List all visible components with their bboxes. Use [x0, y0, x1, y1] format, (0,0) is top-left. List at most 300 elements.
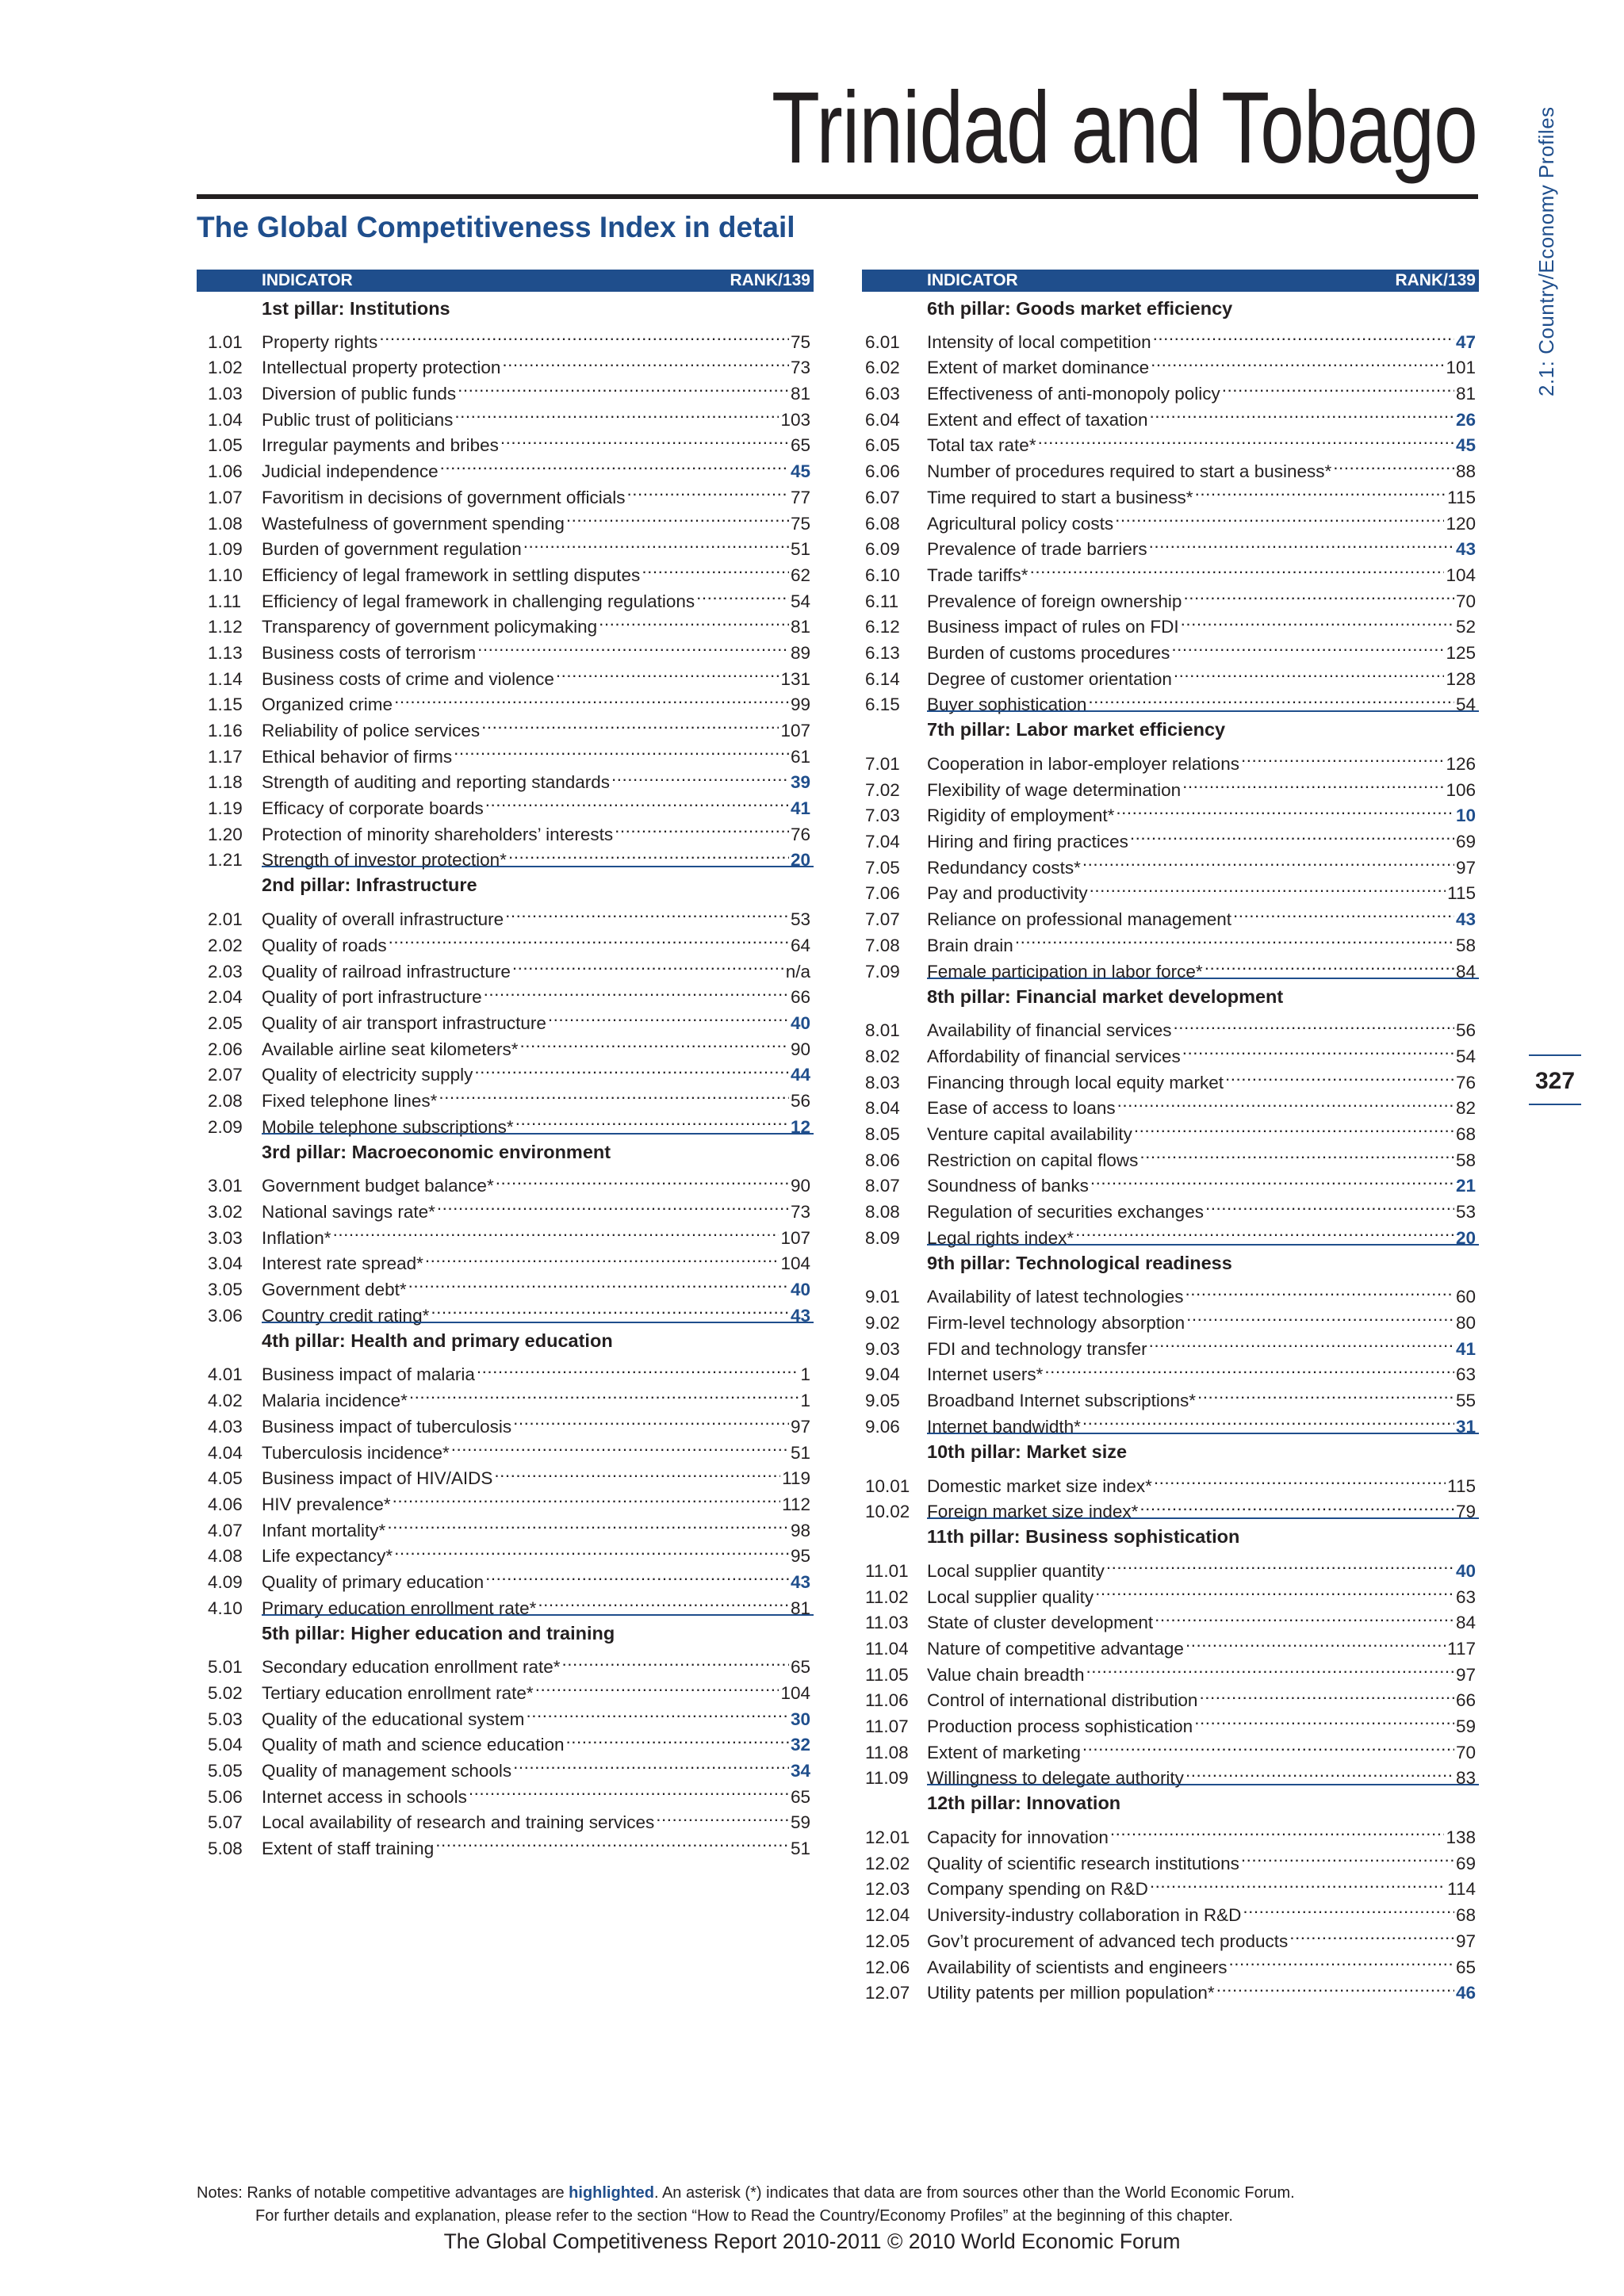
right-pillars [862, 292, 1479, 2003]
indicator-label: National savings rate* [262, 1202, 435, 1222]
indicator-label: Total tax rate* [927, 435, 1036, 456]
indicator-code: 6.13 [865, 642, 900, 663]
indicator-code: 9.03 [865, 1338, 900, 1359]
indicator-label: Quality of math and science education [262, 1735, 565, 1755]
indicator-code: 7.05 [865, 857, 900, 878]
pillar-section [208, 1133, 814, 1326]
indicator-rank: 65 [790, 435, 810, 456]
dot-leader [1115, 503, 1444, 530]
indicator-code: 8.07 [865, 1176, 900, 1196]
indicator-code: 6.06 [865, 461, 900, 482]
indicator-row [862, 1277, 1479, 1307]
indicator-code: 7.07 [865, 909, 900, 930]
indicator-label: Time required to start a business* [927, 487, 1193, 507]
pillar-title: 9th pillar: Technological readiness [927, 1252, 1232, 1273]
indicator-rank-highlighted: 12 [790, 1116, 810, 1137]
dot-leader [1185, 1628, 1446, 1655]
indicator-rank: 53 [1455, 1202, 1476, 1222]
title-rule [197, 194, 1478, 199]
indicator-rank: 106 [1446, 779, 1476, 800]
indicator-label: Internet users* [927, 1364, 1044, 1385]
indicator-code: 1.09 [208, 539, 243, 560]
indicator-label: Pay and productivity [927, 883, 1088, 904]
dot-leader [1154, 1466, 1446, 1492]
indicator-label: Diversion of public funds [262, 384, 457, 404]
indicator-rank-highlighted: 43 [1455, 539, 1476, 560]
dot-leader [1086, 1655, 1454, 1681]
indicator-rank-highlighted: 40 [790, 1012, 810, 1033]
page-number-rule-bottom [1529, 1104, 1581, 1105]
indicator-rank: 107 [780, 1227, 810, 1248]
indicator-code: 9.05 [865, 1391, 900, 1411]
indicator-label: Firm-level technology absorption [927, 1313, 1185, 1334]
indicator-label: Available airline seat kilometers* [262, 1039, 519, 1059]
indicator-code: 8.01 [865, 1020, 900, 1041]
indicator-label: Quality of overall infrastructure [262, 909, 504, 930]
indicator-label: Extent and effect of taxation [927, 409, 1148, 430]
indicator-rank: 101 [1446, 358, 1476, 378]
indicator-code: 6.11 [865, 591, 899, 611]
dot-leader [599, 607, 789, 633]
indicator-label: Government budget balance* [262, 1176, 494, 1196]
indicator-rank: 1 [800, 1391, 810, 1411]
indicator-code: 12.02 [865, 1853, 910, 1873]
indicator-label: State of cluster development [927, 1613, 1154, 1633]
dot-leader [1088, 685, 1454, 711]
notes [197, 2182, 1295, 2228]
indicator-row [862, 1817, 1479, 1848]
indicator-code: 6.03 [865, 384, 900, 404]
dot-leader [561, 1647, 788, 1674]
indicator-rank-highlighted: 20 [790, 850, 810, 871]
indicator-rank: 65 [790, 1657, 810, 1678]
indicator-rank: 119 [782, 1468, 810, 1489]
indicator-code: 1.17 [208, 746, 243, 767]
indicator-rank: 138 [1446, 1827, 1476, 1848]
page-number: 327 [1534, 1068, 1576, 1094]
indicator-label: Protection of minority shareholders’ interests [262, 824, 614, 844]
indicator-code: 1.14 [208, 668, 243, 689]
dot-leader [454, 400, 779, 426]
indicator-label: Quality of air transport infrastructure [262, 1012, 546, 1033]
indicator-rank: 75 [790, 513, 810, 534]
indicator-rank: 68 [1455, 1905, 1476, 1926]
pillar-title: 4th pillar: Health and primary education [262, 1330, 613, 1351]
indicator-rank: 97 [1455, 1664, 1476, 1685]
dot-leader [502, 348, 789, 374]
indicator-code: 9.04 [865, 1364, 900, 1385]
indicator-rank: 115 [1447, 1475, 1476, 1496]
dot-leader [1171, 633, 1444, 659]
indicator-label: Government debt* [262, 1280, 407, 1300]
indicator-label: Brain drain [927, 935, 1013, 955]
indicator-code: 8.09 [865, 1227, 900, 1248]
indicator-rank: 98 [790, 1520, 810, 1540]
indicator-code: 6.09 [865, 539, 900, 560]
indicator-rank: 66 [790, 987, 810, 1008]
dot-leader [408, 1269, 789, 1295]
indicator-code: 6.15 [865, 695, 900, 715]
indicator-label: Female participation in labor force* [927, 961, 1203, 982]
indicator-label: Life expectancy* [262, 1546, 393, 1567]
indicator-label: Reliability of police services [262, 721, 481, 740]
indicator-label: Efficiency of legal framework in challenging regulations [262, 591, 695, 611]
indicator-rank: 51 [790, 539, 810, 560]
pillar-section [865, 1244, 1479, 1437]
indicator-code: 2.02 [208, 935, 243, 955]
indicator-label: Fixed telephone lines* [262, 1090, 438, 1111]
indicator-rank: 126 [1446, 754, 1476, 774]
indicator-rank: 125 [1446, 642, 1476, 663]
indicator-label: Regulation of securities exchanges [927, 1202, 1204, 1222]
dot-leader [333, 1218, 779, 1244]
pillar-title: 6th pillar: Goods market efficiency [927, 298, 1233, 319]
indicator-label: Control of international distribution [927, 1690, 1198, 1711]
dot-leader [1173, 1011, 1454, 1037]
indicator-label: HIV prevalence* [262, 1494, 391, 1514]
indicator-label: Tertiary education enrollment rate* [262, 1683, 534, 1703]
indicator-code: 10.02 [865, 1502, 910, 1522]
indicator-code: 1.12 [208, 617, 243, 637]
indicator-label: Inflation* [262, 1227, 331, 1248]
indicator-header: INDICATOR [927, 271, 1018, 289]
indicator-code: 2.07 [208, 1065, 243, 1085]
indicator-code: 2.06 [208, 1039, 243, 1059]
dot-leader [1243, 1895, 1454, 1921]
indicator-code: 8.06 [865, 1150, 900, 1170]
indicator-code: 11.07 [865, 1716, 909, 1736]
indicator-code: 3.06 [208, 1305, 243, 1326]
indicator-label: Business costs of crime and violence [262, 668, 554, 689]
dot-leader [1185, 1277, 1454, 1303]
dot-leader [508, 840, 789, 867]
indicator-code: 5.01 [208, 1657, 243, 1678]
dot-leader [477, 1355, 799, 1381]
indicator-code: 6.10 [865, 564, 900, 585]
indicator-code: 4.02 [208, 1391, 243, 1411]
dot-leader [523, 530, 789, 556]
indicator-label: Internet bandwidth* [927, 1416, 1081, 1437]
indicator-label: Extent of marketing [927, 1742, 1081, 1762]
indicator-label: Irregular payments and bribes [262, 435, 499, 456]
indicator-label: Property rights [262, 331, 378, 352]
indicator-label: Infant mortality* [262, 1520, 386, 1540]
indicator-code: 12.03 [865, 1879, 910, 1900]
indicator-label: Affordability of financial services [927, 1046, 1181, 1066]
dot-leader [642, 555, 789, 581]
indicator-label: Foreign market size index* [927, 1502, 1139, 1522]
indicator-rank-highlighted: 10 [1455, 806, 1476, 826]
indicator-label: Secondary education enrollment rate* [262, 1657, 561, 1678]
indicator-label: Quality of railroad infrastructure [262, 961, 511, 982]
indicator-rank: 69 [1455, 832, 1476, 852]
indicator-rank: 128 [1446, 668, 1476, 689]
column-header [862, 270, 1479, 292]
indicator-label: Strength of investor protection* [262, 850, 507, 871]
dot-leader [566, 503, 789, 530]
indicator-rank: 56 [790, 1090, 810, 1111]
dot-leader [393, 1484, 781, 1510]
indicator-code: 2.08 [208, 1090, 243, 1111]
dot-leader [379, 322, 789, 348]
indicator-code: 2.09 [208, 1116, 243, 1137]
indicator-code: 5.04 [208, 1735, 243, 1755]
indicator-code: 8.05 [865, 1123, 900, 1144]
indicator-label: Efficacy of corporate boards [262, 798, 484, 819]
indicator-label: Rigidity of employment* [927, 806, 1115, 826]
indicator-label: Business impact of malaria [262, 1364, 475, 1385]
indicator-label: Public trust of politicians [262, 409, 454, 430]
indicator-code: 3.02 [208, 1202, 243, 1222]
notes-highlight-word: highlighted [569, 2184, 654, 2202]
indicator-rank: 114 [1447, 1879, 1476, 1900]
dot-leader [513, 1406, 789, 1433]
indicator-rank: 65 [1455, 1957, 1476, 1977]
indicator-rank: 70 [1455, 1742, 1476, 1762]
indicator-code: 1.01 [208, 331, 243, 352]
dot-leader [1225, 1062, 1454, 1089]
indicator-rank: 65 [790, 1786, 810, 1807]
indicator-label: Business impact of rules on FDI [927, 617, 1179, 637]
indicator-label: Business impact of HIV/AIDS [262, 1468, 493, 1489]
indicator-label: Local availability of research and training services [262, 1812, 655, 1833]
indicator-label: Ease of access to loans [927, 1098, 1116, 1119]
dot-leader [1116, 796, 1454, 822]
dot-leader [515, 1107, 789, 1133]
dot-leader [425, 1244, 779, 1270]
indicator-label: Efficiency of legal framework in settling disputes [262, 564, 641, 585]
indicator-rank: 81 [790, 1598, 810, 1618]
indicator-code: 1.05 [208, 435, 243, 456]
indicator-label: Willingness to delegate authority [927, 1768, 1184, 1789]
indicator-code: 5.03 [208, 1709, 243, 1729]
indicator-code: 6.02 [865, 358, 900, 378]
indicator-label: University-industry collaboration in R&D [927, 1905, 1242, 1926]
indicator-rank: 51 [790, 1442, 810, 1463]
indicator-rank: 63 [1455, 1586, 1476, 1607]
indicator-code: 11.05 [865, 1664, 909, 1685]
indicator-label: Broadband Internet subscriptions* [927, 1391, 1196, 1411]
indicator-code: 1.10 [208, 564, 243, 585]
indicator-label: Restriction on capital flows [927, 1150, 1139, 1170]
indicator-code: 2.05 [208, 1012, 243, 1033]
dot-leader [1150, 1869, 1446, 1896]
indicator-label: Domestic market size index* [927, 1475, 1152, 1496]
indicator-row [197, 1166, 814, 1196]
indicator-label: Production process sophistication [927, 1716, 1193, 1736]
dot-leader [1106, 1551, 1454, 1577]
pillar-section [197, 292, 814, 871]
indicator-label: Internet access in schools [262, 1786, 467, 1807]
indicator-rank: 131 [780, 668, 810, 689]
indicator-code: 6.12 [865, 617, 900, 637]
indicator-code: 4.05 [208, 1468, 243, 1489]
dot-leader [439, 1081, 789, 1107]
indicator-code: 1.13 [208, 642, 243, 663]
indicator-rank: 58 [1455, 1150, 1476, 1170]
indicator-code: 5.05 [208, 1761, 243, 1781]
dot-leader [1139, 1140, 1454, 1166]
dot-leader [538, 1588, 789, 1614]
rank-header: RANK/139 [730, 271, 810, 289]
indicator-rank: 82 [1455, 1098, 1476, 1119]
dot-leader [1075, 1218, 1454, 1244]
indicator-rank: 63 [1455, 1364, 1476, 1385]
dot-leader [481, 710, 779, 737]
indicator-code: 6.07 [865, 487, 900, 507]
indicator-rank: 55 [1455, 1391, 1476, 1411]
indicator-label: Malaria incidence* [262, 1391, 408, 1411]
indicator-rank: 54 [1455, 695, 1476, 715]
indicator-rank: 104 [780, 1683, 810, 1703]
indicator-code: 11.06 [865, 1690, 909, 1711]
dot-leader [1205, 951, 1454, 978]
indicator-rank-highlighted: 41 [790, 798, 810, 819]
indicator-code: 6.01 [865, 331, 900, 352]
indicator-code: 8.03 [865, 1072, 900, 1093]
indicator-rank-highlighted: 39 [790, 772, 810, 793]
dot-leader [1082, 848, 1454, 874]
dot-leader [474, 1055, 789, 1081]
dot-leader [656, 1803, 789, 1829]
indicator-label: Quality of management schools [262, 1761, 512, 1781]
indicator-rank: 70 [1455, 591, 1476, 611]
dot-leader [1197, 1380, 1454, 1406]
dot-leader [1333, 451, 1454, 477]
section-sidebar [1534, 95, 1566, 396]
indicator-code: 1.21 [208, 850, 243, 871]
indicator-label: Tuberculosis incidence* [262, 1442, 450, 1463]
indicator-label: Quality of port infrastructure [262, 987, 482, 1008]
dot-leader [1090, 874, 1446, 900]
indicator-code: 6.05 [865, 435, 900, 456]
country-title: Trinidad and Tobago [772, 71, 1477, 185]
indicator-code: 5.06 [208, 1786, 243, 1807]
indicator-code: 1.08 [208, 513, 243, 534]
indicator-code: 11.03 [865, 1613, 909, 1633]
pillar-section [865, 1517, 1479, 1789]
indicator-rank: 103 [780, 409, 810, 430]
indicator-code: 4.10 [208, 1598, 243, 1618]
dot-leader [1130, 821, 1454, 848]
indicator-code: 5.08 [208, 1839, 243, 1859]
indicator-code: 1.07 [208, 487, 243, 507]
indicator-code: 1.19 [208, 798, 243, 819]
pillar-title: 10th pillar: Market size [927, 1441, 1128, 1462]
indicator-rank-highlighted: 44 [790, 1065, 810, 1085]
page-number-rule-top [1529, 1054, 1581, 1056]
indicator-rank: 73 [790, 1202, 810, 1222]
indicator-label: Mobile telephone subscriptions* [262, 1116, 514, 1137]
indicator-rank: 81 [1455, 384, 1476, 404]
page-subtitle: The Global Competitiveness Index in detail [197, 211, 795, 243]
indicator-rank: 83 [1455, 1768, 1476, 1789]
page-footer: The Global Competitiveness Report 2010-2011 © 2010 World Economic Forum [443, 2229, 1181, 2253]
indicator-code: 4.07 [208, 1520, 243, 1540]
indicator-label: Favoritism in decisions of government officials [262, 487, 626, 507]
indicator-row [197, 899, 814, 930]
dot-leader [1185, 1758, 1454, 1785]
indicator-rank-highlighted: 40 [790, 1280, 810, 1300]
pillar-title: 1st pillar: Institutions [262, 298, 450, 319]
indicator-rank: 59 [1455, 1716, 1476, 1736]
indicator-code: 11.08 [865, 1742, 909, 1762]
indicator-code: 4.09 [208, 1571, 243, 1592]
indicator-label: Quality of roads [262, 935, 387, 955]
indicator-row [862, 322, 1479, 352]
indicator-code: 2.04 [208, 987, 243, 1008]
left-column [197, 270, 814, 1859]
indicator-rank: 97 [790, 1416, 810, 1437]
dot-leader [1030, 555, 1445, 581]
indicator-label: Redundancy costs* [927, 857, 1081, 878]
dot-leader [485, 788, 789, 814]
indicator-rank: 84 [1455, 1613, 1476, 1633]
indicator-label: Quality of primary education [262, 1571, 485, 1592]
dot-leader [1015, 925, 1454, 951]
dot-leader [1151, 348, 1444, 374]
indicator-label: Availability of latest technologies [927, 1287, 1184, 1307]
indicator-code: 1.02 [208, 358, 243, 378]
pillar-title: 8th pillar: Financial market development [927, 985, 1284, 1007]
pillar-section [862, 292, 1479, 715]
indicator-rank: 97 [1455, 857, 1476, 878]
dot-leader [440, 451, 789, 477]
indicator-code: 12.01 [865, 1827, 910, 1848]
indicator-code: 6.14 [865, 668, 900, 689]
indicator-rank: 81 [790, 384, 810, 404]
indicator-rank: 1 [800, 1364, 810, 1385]
indicator-label: Intellectual property protection [262, 358, 501, 378]
dot-leader [496, 1166, 789, 1192]
indicator-label: Strength of auditing and reporting standards [262, 772, 611, 793]
indicator-code: 5.02 [208, 1683, 243, 1703]
pillar-section [865, 978, 1479, 1248]
indicator-rank-highlighted: 46 [1455, 1983, 1476, 2003]
indicator-label: Buyer sophistication [927, 695, 1087, 715]
pillar-section [865, 1433, 1479, 1522]
pillar-title: 2nd pillar: Infrastructure [262, 874, 477, 896]
indicator-rank-highlighted: 32 [790, 1735, 810, 1755]
dot-leader [513, 1751, 789, 1777]
dot-leader [505, 899, 789, 925]
dot-leader [535, 1673, 779, 1699]
indicator-rank: 115 [1447, 487, 1476, 507]
dot-leader [512, 951, 784, 978]
indicator-code: 4.01 [208, 1364, 243, 1385]
indicator-label: Availability of financial services [927, 1020, 1172, 1041]
indicator-rank: 89 [790, 642, 810, 663]
indicator-label: Extent of market dominance [927, 358, 1150, 378]
indicator-code: 7.03 [865, 806, 900, 826]
indicator-rank-highlighted: 34 [790, 1761, 810, 1781]
indicator-rank-highlighted: 43 [790, 1305, 810, 1326]
indicator-code: 12.05 [865, 1931, 910, 1951]
indicator-label: Prevalence of foreign ownership [927, 591, 1182, 611]
dot-leader [1155, 1603, 1454, 1629]
indicator-label: Business costs of terrorism [262, 642, 477, 663]
dot-leader [565, 1725, 788, 1751]
dot-leader [1233, 899, 1454, 925]
indicator-rank-highlighted: 21 [1455, 1176, 1476, 1196]
indicator-code: 8.02 [865, 1046, 900, 1066]
indicator-rank: 120 [1446, 513, 1476, 534]
indicator-code: 12.06 [865, 1957, 910, 1977]
dot-leader [451, 1433, 789, 1459]
indicator-code: 7.02 [865, 779, 900, 800]
dot-leader [484, 978, 789, 1004]
indicator-rank: 107 [780, 721, 810, 740]
